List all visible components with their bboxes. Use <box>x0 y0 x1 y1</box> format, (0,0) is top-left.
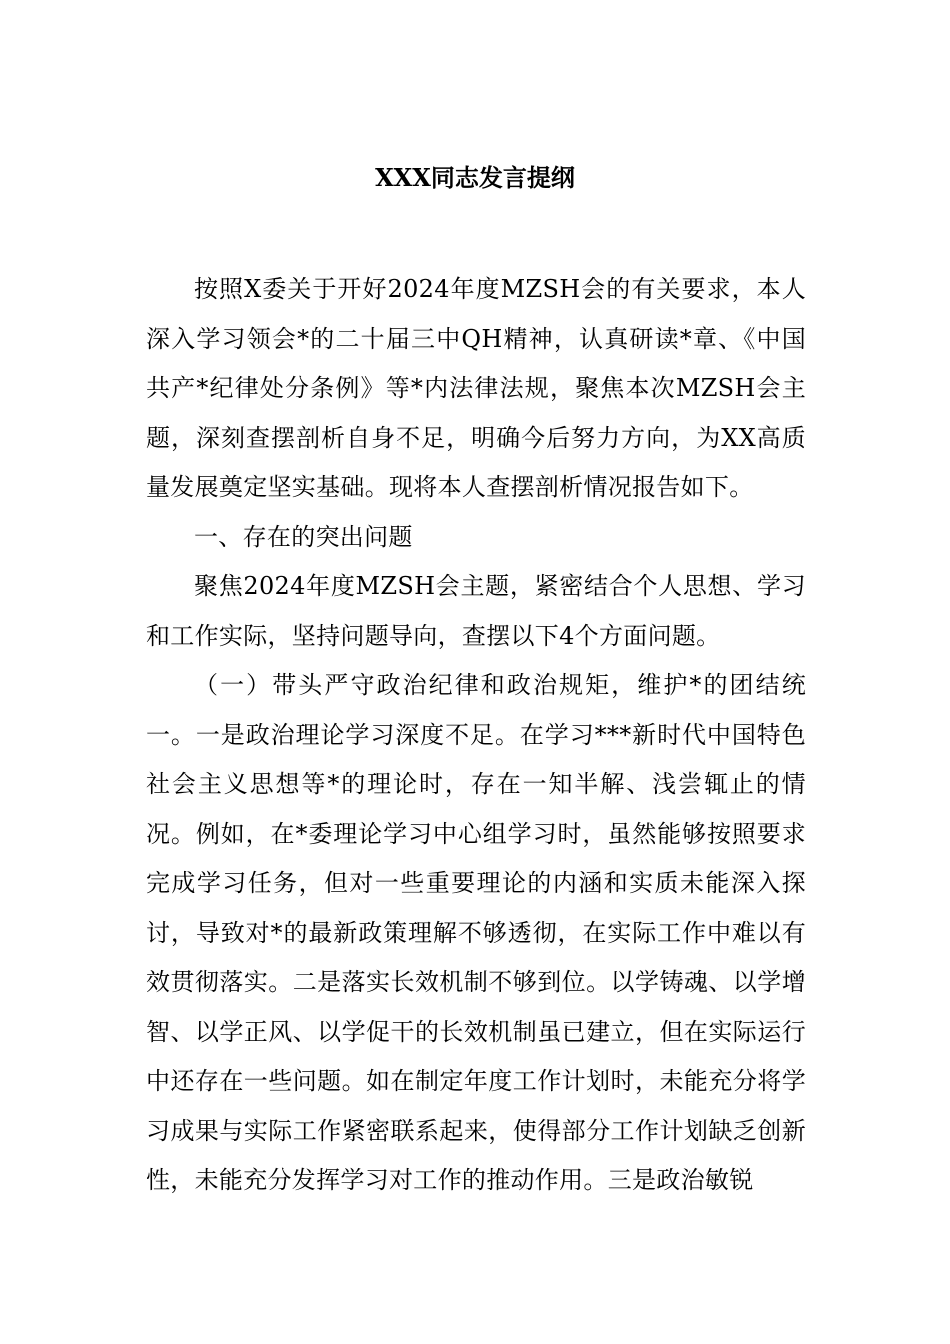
paragraph-issue-1: （一）带头严守政治纪律和政治规矩，维护*的团结统一。一是政治理论学习深度不足。在学习***新时代中国特色社会主义思想等*的理论时，存在一知半解、浅尝辄止的情况。例如，在*委理论学习中心组学习时，虽然能够按照要求完成学习任务，但对一些重要理论的内涵和实质未能深入探讨，导致对*的最新政策理解不够透彻，在实际工作中难以有效贯彻落实。二是落实长效机制不够到位。以学铸魂、以学增智、以学正风、以学促干的长效机制虽已建立，但在实际运行中还存在一些问题。如在制定年度工作计划时，未能充分将学习成果与实际工作紧密联系起来，使得部分工作计划缺乏创新性，未能充分发挥学习对工作的推动作用。三是政治敏锐 <box>146 671 806 1194</box>
section-heading-1: 一、存在的突出问题 <box>194 522 413 551</box>
document-body <box>146 265 806 1206</box>
paragraph-focus: 聚焦2024年度MZSH会主题，紧密结合个人思想、学习和工作实际，坚持问题导向，查摆以下4个方面问题。 <box>146 572 806 650</box>
document-title: XXX同志发言提纲 <box>375 163 575 192</box>
paragraph-intro: 按照X委关于开好2024年度MZSH会的有关要求，本人深入学习领会*的二十届三中QH精神，认真研读*章、《中国共产*纪律处分条例》等*内法律法规，聚焦本次MZSH会主题，深刻查摆剖析自身不足，明确今后努力方向，为XX高质量发展奠定坚实基础。现将本人查摆剖析情况报告如下。 <box>146 275 806 501</box>
